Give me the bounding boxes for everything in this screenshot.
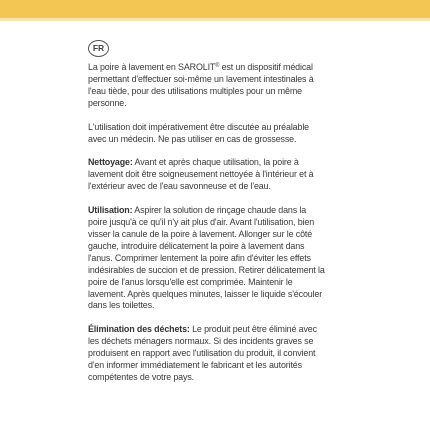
usage-text: Aspirer la solution de rinçage chaude dans la poire jusqu'à ce qu'il n'y ait plus d'air. Avant l'utilisation, bien visser la canule de la poire à lavement. Allonger sur le côté gauche, introduire délicatement la poire à lavement dans l'anus. Comprimer lentement la poire afin d'éviter les effets indésirables de succion et de pression. Retirer délicatement la poire de l'anus lorsqu'elle est comprimée. Maintenir le lavement. Après quelques minutes, laisser le liquide s'écouler dans les toilettes. [88,205,325,312]
cleaning-heading: Nettoyage: [88,157,133,169]
right-box-side [374,21,430,430]
disposal-text: Le produit peut être éliminé avec les déchets ménagers normaux. Si des incidents graves se produisent en rapport avec l'utilisation du produit, il convient d'en informer immédiatement le fabricant et les autorités compétentes de votre pays. [88,324,317,383]
left-box-side [0,21,58,430]
instructions-text [88,62,326,396]
cleaning-paragraph [88,157,326,193]
language-badge: FR [88,40,109,57]
registered-mark: ® [215,63,220,69]
warning-paragraph [88,122,326,146]
cleaning-text: Avant et après chaque utilisation, la poire à lavement doit être soigneusement nettoyée à l'intérieur et à l'extérieur avec de l'eau savonneuse et de l'eau. [88,157,314,193]
intro-text-end: est un dispositif médical permettant d'effectuer soi-même un lavement intestinales à l'eau tiède, pour des utilisations multiples pour un même personne. [88,62,314,109]
top-color-band [0,0,430,18]
warning-text: L'utilisation doit impérativement être discutée au préalable avec un médecin. Ne pas utiliser en cas de grossesse. [88,121,309,145]
disposal-heading: Élimination des déchets: [88,324,190,336]
disposal-paragraph [88,324,326,384]
intro-text-start: La poire à lavement en SAROLIT [88,62,216,73]
usage-heading: Utilisation: [88,205,133,217]
intro-paragraph [88,62,326,110]
usage-paragraph [88,205,326,312]
